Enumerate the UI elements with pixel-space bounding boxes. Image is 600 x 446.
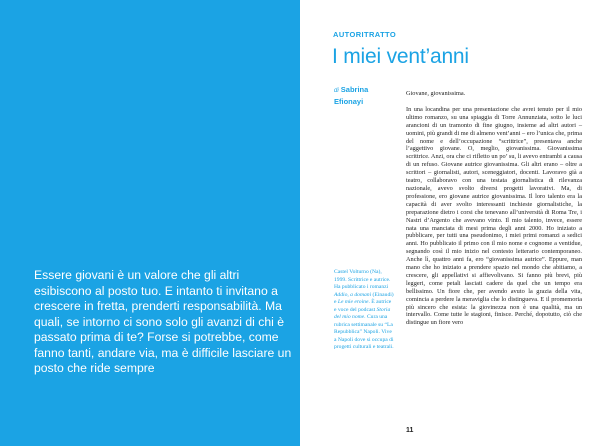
- bio-text: . Cura una rubrica settimanale su “La Repubblica” Napoli. Vive a Napoli dove si occupa di progetti culturali e teatrali.: [334, 314, 394, 350]
- section-label: AUTORITRATTO: [333, 30, 397, 39]
- bio-podcast-title: Storia del mio nome: [334, 306, 391, 320]
- bio-book-title: Addio, a domani: [334, 291, 372, 298]
- author-name: Sabrina Efionayi: [334, 85, 369, 106]
- bio-text: Castel Volturno (Na), 1999. Scrittrice e autrice. Ha pubblicato i romanzi: [334, 269, 391, 290]
- article-body: [406, 90, 582, 327]
- byline-prefix: di: [334, 88, 339, 94]
- bio-text: . È autrice e voce del podcast: [334, 299, 392, 313]
- bio-text: (Einaudi) e: [334, 291, 394, 305]
- byline: [334, 85, 394, 106]
- author-bio: [334, 269, 394, 352]
- pull-quote: Essere giovani è un valore che gli altri esibiscono al posto tuo. E intanto ti invitano a crescere in fretta, prenderti responsabilità. Ma quali, se intorno ci sono solo gli avanzi di chi è passato prima di te? Forse si potrebbe, come fanno tanti, andare via, ma è difficile lasciare un posto che ride sempre: [34, 268, 292, 375]
- article-page: [300, 0, 600, 446]
- article-title: I miei vent’anni: [332, 45, 469, 68]
- bio-book-title: Le mie eroine: [337, 299, 369, 305]
- page-number: 11: [406, 427, 414, 434]
- article-lead: Giovane, giovanissima.: [406, 90, 466, 97]
- article-paragraph: In una locandina per una presentazione che avrei tenuto per il mio ultimo romanzo, su una spiaggia di Torre Annunziata, sotto le luci arancioni di un tramonto di fine giugno, insieme ad altri autori – uomini, più grandi di me di almeno vent’anni – ero l’unica che, prima del nome e dell’occupazione “scrittrice”, presentava anche l’aggettivo giovane. O, meglio, giovanissima. Giovanissima scrittrice. Anzi, ora che ci rifletto un po’ su, li avevo entrambi a causa di un refuso. Giovane autrice giovanissima. Gli altri erano – oltre a scrittori – giornalisti, autori, sceneggiatori, docenti. Lavoravo già a teatro, collaboravo con una testata giornalistica di rilevanza nazionale, avevo svolto diversi progetti lavorativi. Ma, di professione, ero giovane autrice giovanissima. Il loro talento era la capacità di aver svolto interessanti inchieste giornalistiche, la preparazione dietro i corsi che tenevano all’università di Roma Tre, i Nastri d’Argento che avevano vinto. Il mio talento, invece, essere nata una manciata di mesi prima degli anni 2000. Ho iniziato a pubblicare, per tutti una pseudonimo, i miei primi romanzi a sedici anni. Ho pubblicato il primo con il mio nome e cognome a ventidue, segnando così il mio inizio nel contesto letterario contemporaneo. Anche lì, quattro anni fa, ero “giovanissima autrice”. Eppure, man mano che ho iniziato a prendere spazio nel mondo che abitiamo, a crescere, gli appellativi si affievolivano. Si fanno più brevi, più leggeri, come petali lasciati cadere da quel che un tempo era bellissimo. Un fiore che, per avendo avuto la grazia della vita, comincia a perdere la meraviglia che lo distingueva. E il promemoria più sincero che esista: la giovinezza non è una qualità, ma un intervallo. Come tutte le stagioni, finisce. Perché, dopotutto, ciò che distingue un fiore vero: [406, 105, 582, 327]
